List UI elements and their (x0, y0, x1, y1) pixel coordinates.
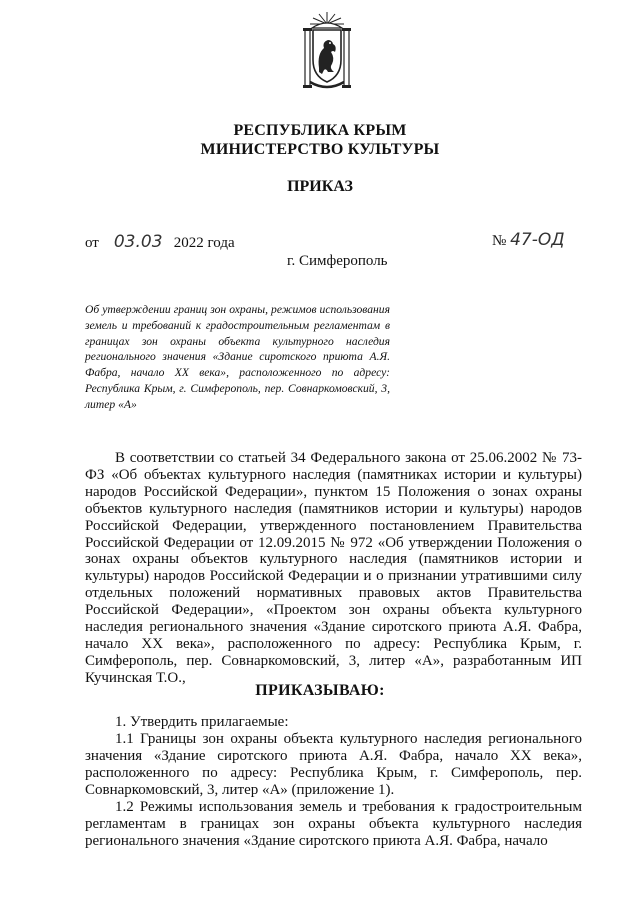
ministry-heading: МИНИСТЕРСТВО КУЛЬТУРЫ (200, 141, 440, 158)
date-year: 2022 года (173, 235, 235, 251)
republic-heading: РЕСПУБЛИКА КРЫМ (233, 122, 407, 139)
date-handwritten: 03.03 (113, 232, 163, 252)
document-type-title: ПРИКАЗ (287, 178, 353, 195)
preamble-text: В соответствии со статьей 34 Федерального закона от 25.06.2002 № 73-ФЗ «Об объектах культурного наследия (памятниках истории и культуры) народов Российской Федерации», пунктом 15 Положения о зонах охраны объектов культурного наследия (памятников истории и культуры) народов Российской Федерации, утвержденного постановлением Правительства Российской Федерации от 12.09.2015 № 972 «Об утверждении Положения о зонах охраны объектов культурного наследия (памятников истории и культуры) народов Российской Федерации и о признании утратившими силу отдельных положений нормативных правовых актов Правительства Российской Федерации», «Проектом зон охраны объекта культурного наследия регионального значения «Здание сиротского приюта А.Я. Фабра, начало XX века», расположенного по адресу: Республика Крым, г. Симферополь, пер. Совнаркомовский, 3, литер «А», разработанным ИП Кучинская Т.О., (85, 450, 582, 686)
crimea-coat-of-arms-icon (302, 10, 352, 92)
number-handwritten: 47-ОД (510, 230, 565, 250)
order-city: г. Симферополь (287, 253, 388, 269)
order-item: 1.2 Режимы использования земель и требования к градостроительным регламентам в границах зон охраны объекта культурного наследия регионального значения «Здание сиротского приюта А.Я. Фабра, начало (85, 799, 582, 849)
order-number (492, 230, 565, 250)
number-prefix: № (492, 233, 507, 249)
order-item: 1. Утвердить прилагаемые: (115, 714, 289, 730)
order-item: 1.1 Границы зон охраны объекта культурного наследия регионального значения «Здание сиротского приюта А.Я. Фабра, начало XX века», расположенного по адресу: Республика Крым, г. Симферополь, пер. Совнаркомовский, 3, литер «А» (приложение 1). (85, 731, 582, 798)
decree-heading: ПРИКАЗЫВАЮ: (255, 682, 385, 699)
order-items (85, 714, 582, 850)
date-prefix: от (85, 235, 99, 251)
order-date (85, 232, 235, 252)
order-subject: Об утверждении границ зон охраны, режимов использования земель и требований к градостроительным регламентам в границах зон охраны объекта культурного наследия регионального значения «Здание сиротского приюта А.Я. Фабра, начало XX века», расположенного по адресу: Республика Крым, г. Симферополь, пер. Совнаркомовский, 3, литер «А» (85, 303, 390, 411)
preamble-paragraph (85, 450, 582, 687)
